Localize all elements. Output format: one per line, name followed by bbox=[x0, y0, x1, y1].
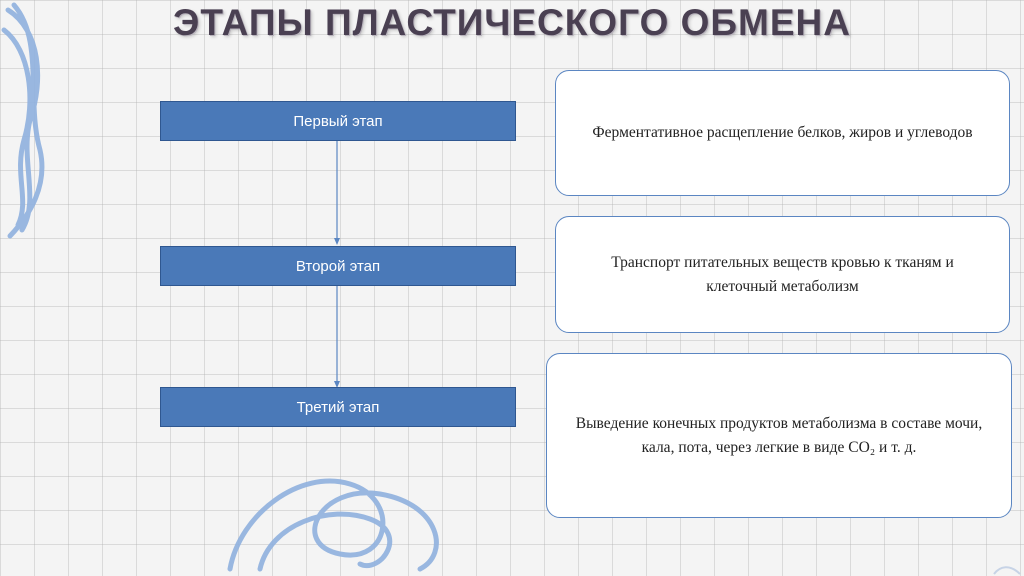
description-box-second bbox=[555, 216, 1010, 333]
scribble-bottom-decoration bbox=[220, 464, 480, 574]
scribble-left-decoration bbox=[0, 0, 60, 240]
description-text-third: Выведение конечных продуктов метаболизма в составе мочи, кала, пота, через легкие в виде СО₂ и т. д. bbox=[575, 414, 983, 456]
page-title: ЭТАПЫ ПЛАСТИЧЕСКОГО ОБМЕНА bbox=[173, 2, 851, 43]
description-text-second: Транспорт питательных веществ кровью к тканям и клеточный метаболизм bbox=[611, 253, 954, 295]
stage-box-second: Второй этап bbox=[160, 246, 516, 286]
description-box-third bbox=[546, 353, 1012, 518]
stage-box-first: Первый этап bbox=[160, 101, 516, 141]
arrow-head-1-2 bbox=[334, 238, 340, 245]
scribble-corner-decoration bbox=[990, 536, 1024, 576]
stage-box-third: Третий этап bbox=[160, 387, 516, 427]
description-text-first: Ферментативное расщепление белков, жиров и углеводов bbox=[592, 124, 973, 141]
description-box-first bbox=[555, 70, 1010, 196]
